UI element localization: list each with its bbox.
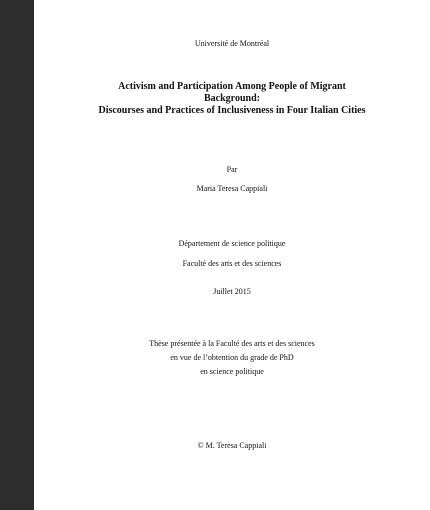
- department-name: Département de science politique: [178, 239, 286, 248]
- thesis-line-1: Thèse présentée à la Faculté des arts et des sciences: [149, 339, 315, 348]
- title-line-3: Discourses and Practices of Inclusiveness in Four Italian Cities: [98, 105, 366, 116]
- left-dark-margin: [0, 0, 34, 510]
- thesis-line-3: en science politique: [200, 367, 264, 376]
- author-name: Maria Teresa Cappiali: [196, 184, 268, 193]
- copyright-notice: © M. Teresa Cappiali: [197, 441, 267, 450]
- submission-date: Juillet 2015: [213, 287, 251, 296]
- by-label: Par: [226, 165, 238, 174]
- university-name: Université de Montréal: [194, 39, 270, 48]
- document-page: [34, 0, 430, 510]
- title-line-2: Background:: [204, 93, 260, 104]
- faculty-name: Faculté des arts et des sciences: [182, 259, 282, 268]
- title-line-1: Activism and Participation Among People of Migrant: [118, 81, 346, 92]
- document-title: [34, 81, 430, 117]
- thesis-line-2: en vue de l’obtention du grade de PhD: [170, 353, 294, 362]
